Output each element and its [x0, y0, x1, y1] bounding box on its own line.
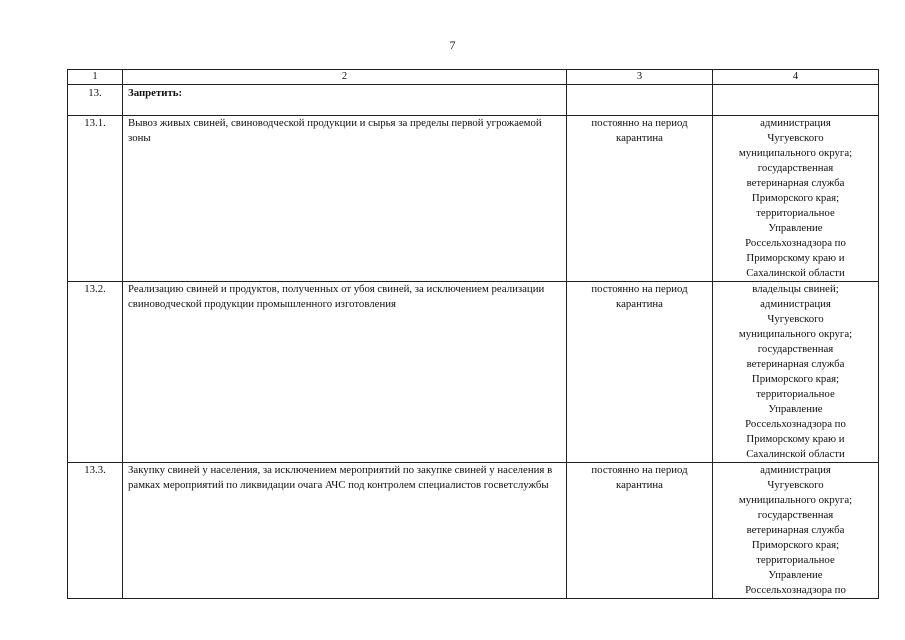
term-cell [567, 116, 713, 282]
measures-table [67, 69, 879, 599]
responsible-line: Чугуевского [767, 479, 824, 491]
responsible-line: муниципального округа; [738, 147, 853, 159]
responsible-line: Управление [768, 403, 823, 415]
row-number: 13.2. [68, 282, 123, 463]
responsible-line: Россельхознадзора по [745, 237, 846, 249]
term-line: карантина [616, 479, 663, 491]
responsible-line: Управление [768, 222, 823, 234]
responsible-line: ветеринарная служба [746, 358, 845, 370]
responsible-line: территориальное [756, 207, 835, 219]
responsible-line: администрация [760, 117, 831, 129]
responsible-line: Чугуевского [767, 132, 824, 144]
column-number-3: 3 [567, 70, 713, 85]
measure-text: Вывоз живых свиней, свиноводческой продукции и сырья за пределы первой угрожаемой зоны [123, 116, 567, 282]
responsible-line: Управление [768, 569, 823, 581]
responsible-line: администрация [760, 464, 831, 476]
measure-text: Реализацию свиней и продуктов, полученных от убоя свиней, за исключением реализации свиноводческой продукции промышленного изготовления [123, 282, 567, 463]
row-number: 13.3. [68, 463, 123, 599]
term-line: карантина [616, 298, 663, 310]
row-number: 13.1. [68, 116, 123, 282]
responsible-line: ветеринарная служба [746, 524, 845, 536]
term-line: карантина [616, 132, 663, 144]
responsible-line: Приморскому краю и [746, 433, 845, 445]
responsible-cell [713, 282, 879, 463]
responsible-line: администрация [760, 298, 831, 310]
responsible-line: владельцы свиней; [752, 283, 839, 295]
responsible-cell [713, 463, 879, 599]
responsible-line: Россельхознадзора по [745, 418, 846, 430]
page-number: 7 [449, 38, 456, 52]
responsible-line: Чугуевского [767, 313, 824, 325]
responsible-line: Приморского края; [751, 539, 840, 551]
section-empty-cell [567, 85, 713, 116]
responsible-line: территориальное [756, 554, 835, 566]
section-row [68, 85, 879, 116]
section-number: 13. [68, 85, 123, 116]
table-row [68, 116, 879, 282]
column-number-2: 2 [123, 70, 567, 85]
term-cell [567, 463, 713, 599]
responsible-line: государственная [757, 162, 834, 174]
responsible-line: Приморского края; [751, 192, 840, 204]
table-row [68, 282, 879, 463]
responsible-line: Приморского края; [751, 373, 840, 385]
responsible-line: государственная [757, 509, 834, 521]
responsible-line: Приморскому краю и [746, 252, 845, 264]
responsible-line: государственная [757, 343, 834, 355]
responsible-line: муниципального округа; [738, 494, 853, 506]
table-row [68, 463, 879, 599]
section-title: Запретить: [123, 85, 567, 116]
measure-text: Закупку свиней у населения, за исключением мероприятий по закупке свиней у населения в рамках мероприятий по ликвидации очага АЧС под контролем специалистов госветслужбы [123, 463, 567, 599]
term-line: постоянно на период [591, 283, 688, 295]
responsible-line: Сахалинской области [746, 448, 845, 460]
responsible-line: муниципального округа; [738, 328, 853, 340]
column-number-1: 1 [68, 70, 123, 85]
term-line: постоянно на период [591, 464, 688, 476]
responsible-line: ветеринарная служба [746, 177, 845, 189]
column-number-4: 4 [713, 70, 879, 85]
responsible-cell [713, 116, 879, 282]
responsible-line: Сахалинской области [746, 267, 845, 279]
responsible-line: территориальное [756, 388, 835, 400]
responsible-line: Россельхознадзора по [745, 584, 846, 596]
term-cell [567, 282, 713, 463]
section-empty-cell [713, 85, 879, 116]
column-number-row [68, 70, 879, 85]
term-line: постоянно на период [591, 117, 688, 129]
